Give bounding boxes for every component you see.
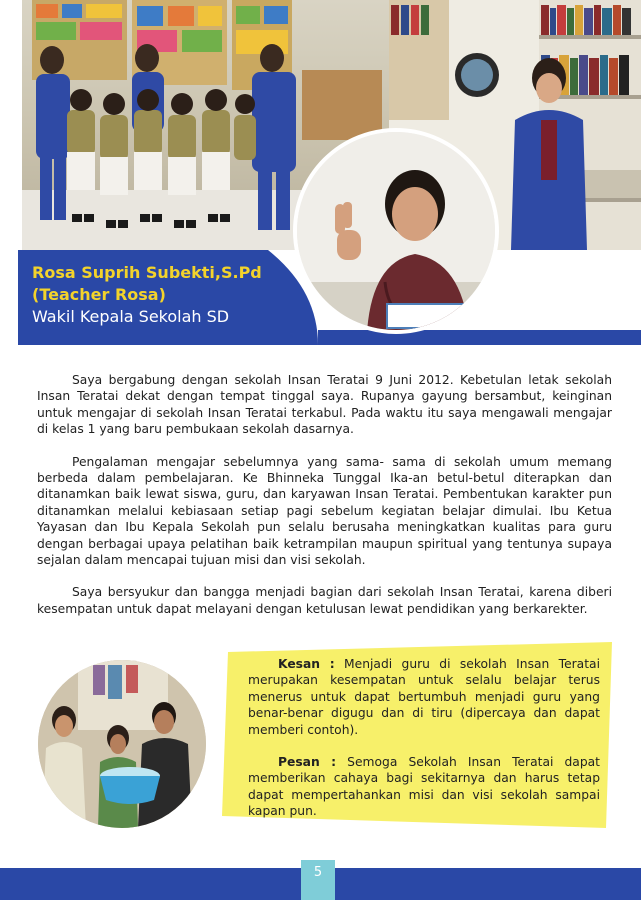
handover-photo-circle	[38, 660, 206, 828]
banner-text	[32, 262, 262, 328]
kesan-paragraph	[248, 656, 600, 738]
pesan-paragraph	[248, 754, 600, 820]
pesan-text: Semoga Sekolah Insan Teratai dapat memberikan cahaya bagi sekitarnya dan harus tetap dapat mempertahankan misi dan visi sekolah sampai kapan pun.	[248, 755, 600, 819]
kesan-label: Kesan :	[278, 657, 335, 671]
body-paragraph-1: Saya bergabung dengan sekolah Insan Teratai 9 Juni 2012. Kebetulan letak sekolah Insan Teratai dekat dengan tempat tinggal saya. Rupanya gayung bersambut, keinginan untuk mengajar di sekolah Insan Teratai terkabul. Pada waktu itu saya mengawali mengajar di kelas 1 yang baru pembukaan sekolah dasarnya.	[37, 373, 612, 437]
kesan-pesan-content	[248, 656, 600, 836]
teacher-portrait-illustration	[297, 132, 499, 334]
pesan-label: Pesan :	[278, 755, 337, 770]
handover-photo-illustration	[38, 660, 206, 828]
body-paragraph-3: Saya bersyukur dan bangga menjadi bagian dari sekolah Insan Teratai, karena diberi kesempatan untuk dapat melayani dengan ketulusan lewat pendidikan yang berkarekter.	[37, 585, 612, 616]
teacher-role: Wakil Kepala Sekolah SD	[32, 307, 230, 326]
teacher-nickname: (Teacher Rosa)	[32, 285, 166, 304]
article-body	[37, 372, 612, 633]
teacher-portrait-circle	[293, 128, 499, 334]
page-number: 5	[313, 865, 323, 880]
body-paragraph-2: Pengalaman mengajar sebelumnya yang sama- sama di sekolah umum memang berbeda dalam pembelajaran. Ke Bhinneka Tunggal Ika-an betul-betul diterapkan dan ditanamkan baik lewat siswa, guru, dan karyawan Insan Teratai. Pembentukan karakter pun ditanamkan melalui kebiasaan setiap pagi sebelum kegiatan belajar dimulai. Ibu Ketua Yayasan dan Ibu Kepala Sekolah pun selalu berusaha meningkatkan kualitas para guru dengan berbagai upaya pelatihan baik ketrampilan maupun spiritual yang tentunya supaya sejalan dalam mencapai tujuan misi dan visi sekolah.	[37, 454, 612, 568]
kesan-text: Menjadi guru di sekolah Insan Teratai merupakan kesempatan untuk selalu belajar terus menerus untuk dapat bertumbuh menjadi guru yang benar-benar digugu dan di tiru (dipercaya dan dapat memberi contoh).	[248, 657, 600, 737]
teacher-name: Rosa Suprih Subekti,S.Pd	[32, 263, 262, 282]
header-blue-band	[318, 330, 641, 345]
